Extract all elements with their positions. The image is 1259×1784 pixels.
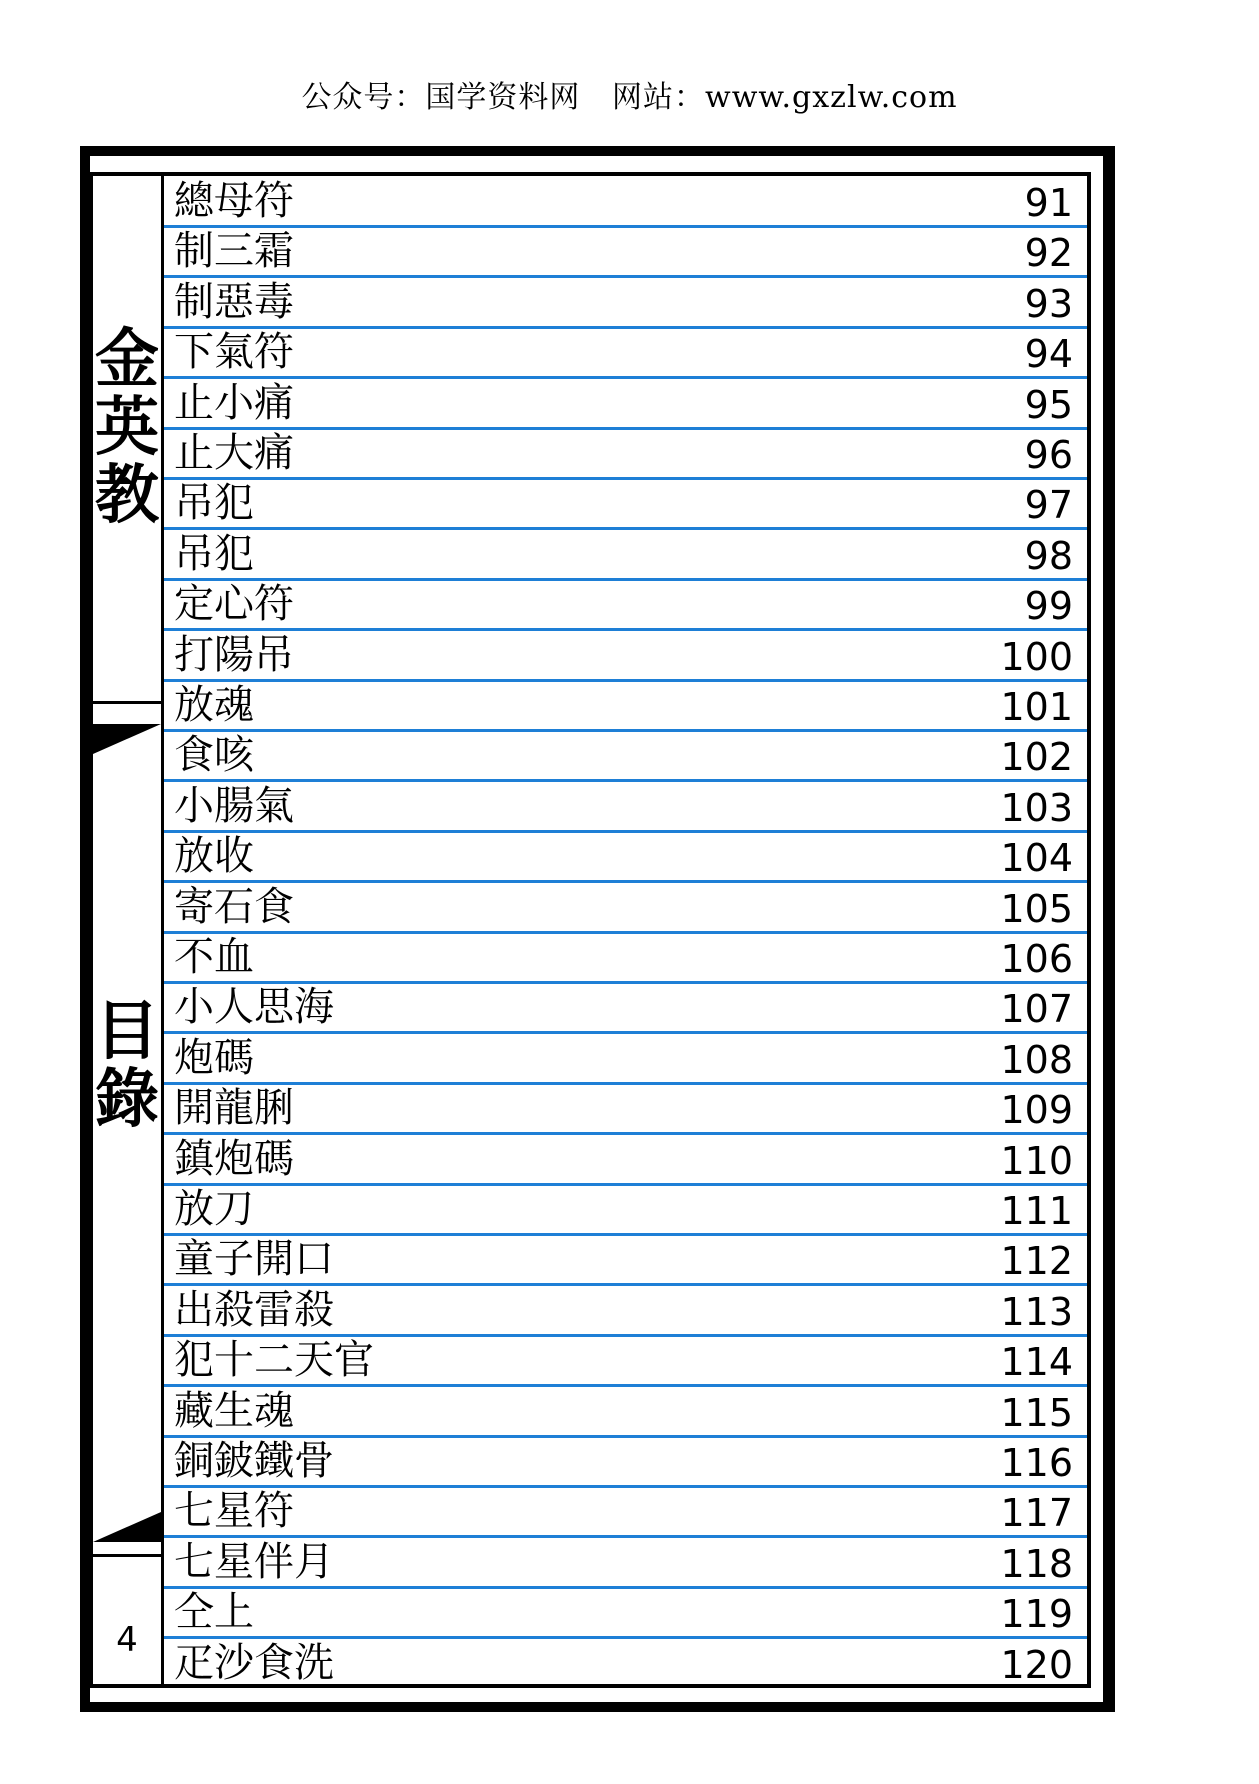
toc-entry[interactable] (164, 1589, 1087, 1639)
toc-entry[interactable] (164, 178, 1087, 228)
toc-entry-title: 出殺雷殺 (174, 1286, 334, 1333)
toc-entry-page: 103 (1000, 785, 1073, 830)
toc-entry[interactable] (164, 1236, 1087, 1286)
toc-entry[interactable] (164, 1136, 1087, 1186)
toc-entry[interactable] (164, 934, 1087, 984)
toc-entry[interactable] (164, 1035, 1087, 1085)
toc-entry-title: 七星符 (174, 1488, 294, 1535)
toc-entry-page: 120 (1000, 1642, 1073, 1687)
toc-entry[interactable] (164, 984, 1087, 1034)
toc-entry-page: 92 (1024, 231, 1073, 276)
toc-entry-title: 疋沙食洗 (174, 1639, 334, 1686)
toc-entry[interactable] (164, 682, 1087, 732)
toc-entry-page: 119 (1000, 1592, 1073, 1637)
toc-entry-page: 94 (1024, 332, 1073, 377)
toc-entry-page: 93 (1024, 281, 1073, 326)
toc-entry[interactable] (164, 1388, 1087, 1438)
toc-entry[interactable] (164, 581, 1087, 631)
toc-entry-title: 止大痛 (174, 430, 294, 476)
toc-entry-title: 犯十二天官 (174, 1337, 374, 1384)
toc-entry-title: 仝上 (174, 1589, 254, 1636)
toc-entry-title: 銅鈹鐵骨 (174, 1438, 334, 1484)
toc-entry-title: 下氣符 (174, 329, 294, 376)
toc-entry-page: 110 (1000, 1138, 1073, 1183)
toc-entry-page: 116 (1000, 1441, 1073, 1485)
toc-entry-title: 童子開口 (174, 1236, 334, 1283)
toc-entry[interactable] (164, 380, 1087, 430)
toc-entry-page: 99 (1024, 584, 1073, 629)
toc-entry-page: 107 (1000, 987, 1073, 1032)
toc-entry-title: 制三霜 (174, 228, 294, 275)
spine-wedge-top (93, 724, 161, 754)
toc-entry-page: 118 (1000, 1541, 1073, 1586)
toc-entry-title: 鎮炮碼 (174, 1135, 294, 1182)
toc-entry-title: 吊犯 (174, 530, 254, 577)
toc-entry-page: 101 (1000, 685, 1073, 729)
book-title-char: 英 (95, 390, 159, 465)
toc-entry[interactable] (164, 732, 1087, 782)
toc-entry-page: 100 (1000, 634, 1073, 679)
book-title-char: 金 (95, 322, 159, 397)
toc-entry[interactable] (164, 1438, 1087, 1488)
toc-entry-page: 106 (1000, 937, 1073, 981)
toc-entry-title: 開龍脷 (174, 1085, 294, 1132)
toc-entry[interactable] (164, 228, 1087, 278)
toc-entry-page: 117 (1000, 1491, 1073, 1536)
toc-entry[interactable] (164, 632, 1087, 682)
toc-entry[interactable] (164, 783, 1087, 833)
toc-entry[interactable] (164, 1640, 1087, 1690)
toc-entry[interactable] (164, 884, 1087, 934)
toc-entry-page: 97 (1024, 483, 1073, 528)
toc-entry-page: 96 (1024, 433, 1073, 477)
toc-entry[interactable] (164, 480, 1087, 530)
toc-entry[interactable] (164, 279, 1087, 329)
toc-entry[interactable] (164, 833, 1087, 883)
toc-entry[interactable] (164, 1539, 1087, 1589)
toc-entry-page: 98 (1024, 533, 1073, 578)
book-title-char: 教 (95, 458, 159, 533)
toc-entry-title: 寄石食 (174, 883, 294, 930)
toc-entry-title: 食咳 (174, 732, 254, 779)
section-title (93, 994, 161, 1137)
toc-entry-page: 115 (1000, 1390, 1073, 1435)
toc-entry-page: 114 (1000, 1340, 1073, 1385)
spine-divider (93, 1554, 161, 1557)
toc-entry-page: 112 (1000, 1239, 1073, 1284)
spine-wedge-bottom (93, 1512, 161, 1542)
inner-frame (90, 172, 1091, 1688)
toc-entry[interactable] (164, 1186, 1087, 1236)
toc-entry-page: 95 (1024, 382, 1073, 427)
toc-entry-title: 放刀 (174, 1186, 254, 1232)
toc-entry-title: 定心符 (174, 581, 294, 628)
toc-entry-title: 制惡毒 (174, 278, 294, 325)
toc-entry-page: 102 (1000, 735, 1073, 780)
page-header: 公众号：国学资料网 网站：www.gxzlw.com (301, 80, 958, 115)
toc-entry-page: 109 (1000, 1088, 1073, 1133)
toc-entry-page: 91 (1024, 181, 1073, 225)
toc-entry-title: 小腸氣 (174, 782, 294, 829)
spine-divider (93, 701, 161, 704)
toc-entry-title: 放收 (174, 833, 254, 880)
toc-entry-title: 放魂 (174, 682, 254, 728)
toc-entry-title: 藏生魂 (174, 1387, 294, 1434)
toc-entry[interactable] (164, 1337, 1087, 1387)
toc-entry-title: 炮碼 (174, 1034, 254, 1081)
toc-entry[interactable] (164, 329, 1087, 379)
toc-entry[interactable] (164, 1085, 1087, 1135)
toc-entry-page: 105 (1000, 886, 1073, 931)
toc-entry-page: 111 (1000, 1189, 1073, 1233)
toc-entry-title: 小人思海 (174, 984, 334, 1031)
toc-entry-title: 打陽吊 (174, 631, 294, 678)
toc-entry-title: 吊犯 (174, 480, 254, 527)
book-title (93, 322, 161, 533)
page-frame (80, 146, 1115, 1712)
section-title-char: 錄 (95, 1062, 159, 1137)
spine-column (93, 176, 164, 1684)
toc-entry[interactable] (164, 1488, 1087, 1538)
section-title-char: 目 (95, 994, 159, 1069)
toc-entry-page: 108 (1000, 1037, 1073, 1082)
toc-list (164, 176, 1087, 1687)
toc-entry[interactable] (164, 430, 1087, 480)
toc-entry-title: 總母符 (174, 178, 294, 224)
toc-entry[interactable] (164, 531, 1087, 581)
toc-entry-title: 不血 (174, 934, 254, 980)
toc-entry-title: 七星伴月 (174, 1538, 334, 1585)
toc-entry[interactable] (164, 1287, 1087, 1337)
toc-entry-title: 止小痛 (174, 379, 294, 426)
toc-entry-page: 104 (1000, 836, 1073, 881)
toc-entry-page: 113 (1000, 1289, 1073, 1334)
page-number: 4 (116, 1620, 138, 1660)
